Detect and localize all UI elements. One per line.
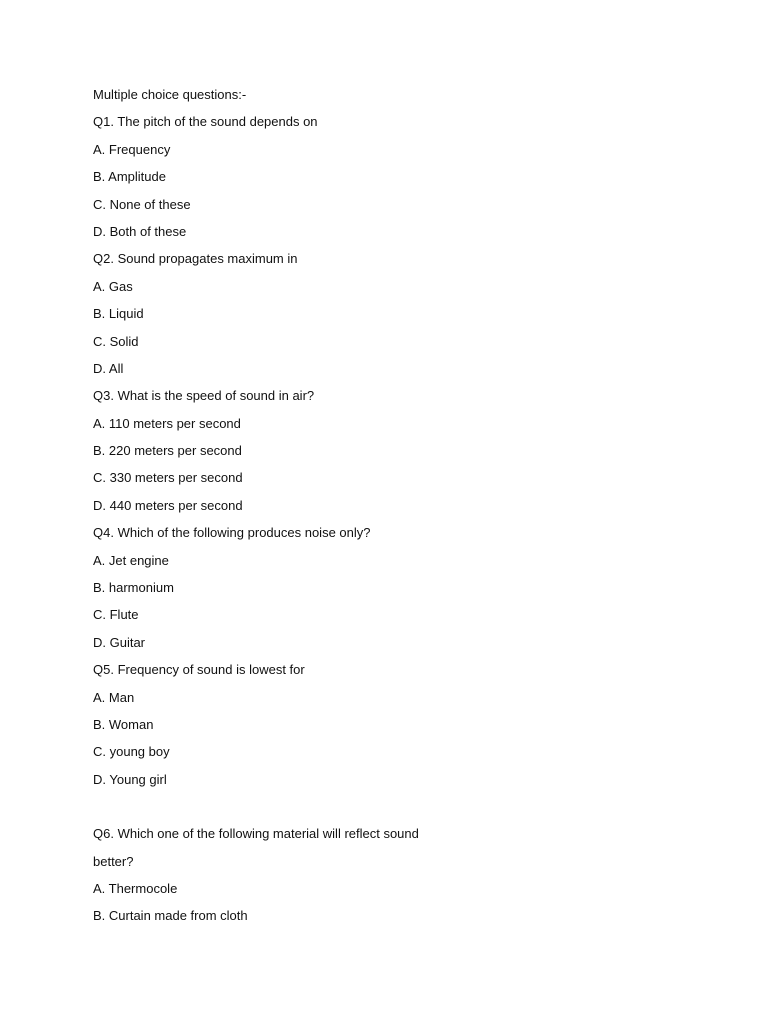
question-6-line-2: better? <box>93 853 134 869</box>
q4-option-a: A. Jet engine <box>93 552 169 568</box>
question-4: Q4. Which of the following produces noise only? <box>93 525 371 541</box>
q1-option-b: B. Amplitude <box>93 169 166 185</box>
question-1: Q1. The pitch of the sound depends on <box>93 114 318 130</box>
document-body <box>93 86 693 935</box>
q6-option-a: A. Thermocole <box>93 880 178 896</box>
q1-option-a: A. Frequency <box>93 141 171 157</box>
q3-option-c: C. 330 meters per second <box>93 470 243 486</box>
q1-option-c: C. None of these <box>93 196 191 212</box>
q5-option-b: B. Woman <box>93 716 154 732</box>
q6-option-b: B. Curtain made from cloth <box>93 908 248 924</box>
q2-option-a: A. Gas <box>93 278 133 294</box>
question-6-line-1: Q6. Which one of the following material will reflect sound <box>93 826 419 842</box>
q5-option-c: C. young boy <box>93 744 170 760</box>
q1-option-d: D. Both of these <box>93 223 187 239</box>
q3-option-d: D. 440 meters per second <box>93 497 243 513</box>
question-3: Q3. What is the speed of sound in air? <box>93 388 315 404</box>
q5-option-a: A. Man <box>93 689 135 705</box>
document-heading: Multiple choice questions:- <box>93 87 247 102</box>
q3-option-b: B. 220 meters per second <box>93 443 242 459</box>
q4-option-c: C. Flute <box>93 607 139 623</box>
q3-option-a: A. 110 meters per second <box>93 415 241 431</box>
q4-option-d: D. Guitar <box>93 634 146 650</box>
q2-option-c: C. Solid <box>93 333 139 349</box>
q5-option-d: D. Young girl <box>93 771 167 787</box>
question-2: Q2. Sound propagates maximum in <box>93 251 298 267</box>
q2-option-d: D. All <box>93 360 124 376</box>
q4-option-b: B. harmonium <box>93 580 174 596</box>
question-5: Q5. Frequency of sound is lowest for <box>93 662 305 678</box>
paragraph-spacer <box>93 798 693 825</box>
q2-option-b: B. Liquid <box>93 306 144 322</box>
